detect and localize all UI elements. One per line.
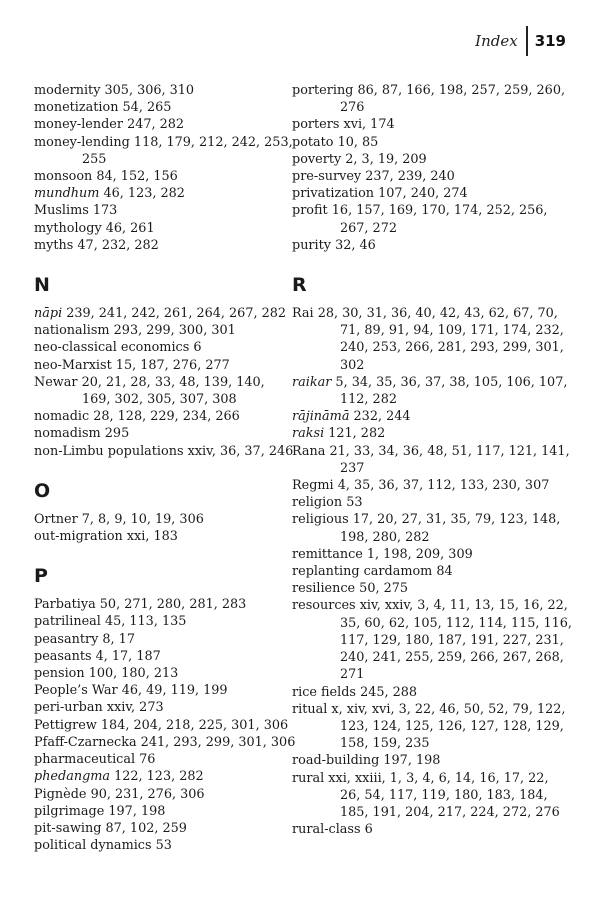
index-page-refs: 10, 85 bbox=[337, 134, 379, 150]
index-entry bbox=[292, 443, 572, 477]
index-page-refs: 16, 157, 169, 170, 174, 252, 256, 267, 272 bbox=[331, 203, 548, 236]
index-entry bbox=[34, 768, 296, 785]
index-page-refs: 197, 198 bbox=[108, 803, 166, 819]
index-page-refs: 50, 275 bbox=[359, 581, 409, 597]
running-header bbox=[475, 30, 566, 52]
index-entry bbox=[292, 408, 572, 425]
index-entry bbox=[292, 82, 572, 116]
index-term: raikar bbox=[292, 374, 332, 390]
index-term: pre-survey bbox=[292, 169, 362, 185]
index-term: Muslims bbox=[34, 203, 89, 219]
index-term: pilgrimage bbox=[34, 803, 105, 819]
index-term: portering bbox=[292, 83, 354, 98]
index-entry bbox=[34, 185, 296, 202]
index-entry bbox=[292, 237, 572, 254]
index-term: rājināmā bbox=[292, 409, 350, 425]
index-page-refs: 54, 265 bbox=[122, 100, 172, 116]
index-page-refs: 6 bbox=[193, 340, 202, 356]
index-term: profit bbox=[292, 203, 328, 219]
index-entry bbox=[34, 665, 296, 682]
index-term: road-building bbox=[292, 753, 380, 769]
index-page-refs: 90, 231, 276, 306 bbox=[90, 786, 205, 802]
index-entry bbox=[34, 116, 296, 133]
index-entry bbox=[292, 770, 572, 822]
index-entry bbox=[34, 786, 296, 803]
index-letter-heading: N bbox=[34, 274, 50, 297]
index-term: ritual bbox=[292, 701, 328, 717]
index-term: religion bbox=[292, 495, 343, 511]
index-entry bbox=[34, 220, 296, 237]
index-term: Pignède bbox=[34, 786, 87, 802]
index-entry bbox=[34, 322, 296, 339]
index-term: pit-sawing bbox=[34, 820, 102, 836]
index-term: privatization bbox=[292, 186, 375, 202]
index-page-refs: 239, 241, 242, 261, 264, 267, 282 bbox=[66, 306, 287, 322]
index-entry bbox=[34, 511, 296, 528]
index-term: money-lender bbox=[34, 117, 123, 133]
index-term: monsoon bbox=[34, 169, 93, 185]
index-letter-heading: R bbox=[292, 274, 307, 297]
spacer bbox=[34, 460, 296, 480]
index-term: rural-class bbox=[292, 822, 361, 838]
index-term: pharmaceutical bbox=[34, 752, 136, 768]
index-page-refs: xxiv, 36, 37, 246 bbox=[187, 443, 294, 459]
index-entry bbox=[292, 597, 572, 683]
index-entry bbox=[292, 151, 572, 168]
index-entry bbox=[292, 494, 572, 511]
index-term: raksi bbox=[292, 426, 325, 442]
index-page-refs: 86, 87, 166, 198, 257, 259, 260, 276 bbox=[340, 83, 566, 116]
index-entry bbox=[292, 701, 572, 753]
index-page-refs: 305, 306, 310 bbox=[104, 83, 195, 98]
section-name: Index bbox=[475, 32, 518, 50]
index-entry bbox=[292, 477, 572, 494]
page-number: 319 bbox=[534, 32, 566, 50]
index-term: People’s War bbox=[34, 683, 118, 699]
index-page-refs: 6 bbox=[364, 822, 373, 838]
index-page-refs: 232, 244 bbox=[353, 409, 411, 425]
index-page-refs: 5, 34, 35, 36, 37, 38, 105, 106, 107, 112, 282 bbox=[335, 374, 568, 408]
index-entry bbox=[34, 134, 296, 168]
index-entry bbox=[34, 613, 296, 630]
index-column-right bbox=[292, 82, 572, 838]
index-page-refs: 28, 128, 229, 234, 266 bbox=[93, 409, 240, 425]
spacer bbox=[34, 587, 296, 596]
index-page-refs: 53 bbox=[155, 838, 172, 854]
spacer bbox=[34, 502, 296, 511]
index-page-refs: 15, 187, 276, 277 bbox=[115, 357, 230, 373]
spacer bbox=[34, 545, 296, 565]
index-page-refs: 17, 20, 27, 31, 35, 79, 123, 148, 198, 280, 282 bbox=[340, 512, 561, 545]
index-page-refs: 245, 288 bbox=[360, 684, 418, 700]
index-page-refs: 45, 113, 135 bbox=[104, 614, 187, 630]
index-term: Rana bbox=[292, 443, 326, 459]
index-page-refs: 4, 17, 187 bbox=[95, 648, 161, 664]
index-entry bbox=[34, 837, 296, 854]
index-entry bbox=[292, 134, 572, 151]
index-page-refs: 122, 123, 282 bbox=[114, 769, 204, 785]
index-page-refs: 100, 180, 213 bbox=[88, 666, 179, 682]
index-page-refs: 173 bbox=[92, 203, 118, 219]
index-entry bbox=[34, 631, 296, 648]
index-entry bbox=[34, 717, 296, 734]
index-page-refs: 107, 240, 274 bbox=[378, 186, 468, 202]
index-term: peasants bbox=[34, 648, 92, 664]
index-term: potato bbox=[292, 134, 334, 150]
index-term: Pfaff-Czarnecka bbox=[34, 734, 137, 750]
index-term: mundhum bbox=[34, 186, 100, 202]
index-entry bbox=[292, 752, 572, 769]
index-page-refs: 2, 3, 19, 209 bbox=[345, 151, 427, 167]
index-page-refs: 121, 282 bbox=[328, 426, 386, 442]
index-column-left bbox=[34, 82, 296, 854]
index-page-refs: 20, 21, 28, 33, 48, 139, 140, 169, 302, 305, 307, 308 bbox=[81, 374, 265, 408]
index-term: nationalism bbox=[34, 323, 110, 339]
index-page-refs: 293, 299, 300, 301 bbox=[113, 323, 236, 339]
index-term: Rai bbox=[292, 306, 314, 322]
index-letter-heading: O bbox=[34, 479, 51, 502]
index-page-refs: 87, 102, 259 bbox=[105, 820, 187, 836]
index-term: non-Limbu populations bbox=[34, 443, 184, 459]
index-term: modernity bbox=[34, 83, 101, 98]
index-term: nāpi bbox=[34, 306, 63, 322]
index-term: rice fields bbox=[292, 684, 356, 700]
spacer bbox=[292, 254, 572, 274]
index-page-refs: xiv, xxiv, 3, 4, 11, 13, 15, 16, 22, 35, 60, 62, 105, 112, 114, 115, 116, 117, 129, 180, 187, 191, 227, 231, 240, 241, 255, 259, 266, 267, 268, 271 bbox=[340, 598, 572, 683]
index-term: purity bbox=[292, 237, 332, 253]
index-term: nomadic bbox=[34, 409, 90, 425]
index-entry bbox=[292, 202, 572, 236]
index-entry bbox=[34, 699, 296, 716]
index-page-refs: 53 bbox=[346, 495, 363, 511]
index-entry bbox=[34, 820, 296, 837]
index-page-refs: 197, 198 bbox=[383, 753, 441, 769]
index-page-refs: 247, 282 bbox=[127, 117, 185, 133]
index-term: Pettigrew bbox=[34, 717, 97, 733]
index-term: poverty bbox=[292, 151, 342, 167]
index-entry bbox=[34, 803, 296, 820]
spacer bbox=[292, 296, 572, 305]
index-page-refs: 84, 152, 156 bbox=[96, 169, 178, 185]
index-entry bbox=[34, 339, 296, 356]
index-page-refs: 7, 8, 9, 10, 19, 306 bbox=[81, 511, 204, 527]
index-entry bbox=[292, 546, 572, 563]
index-entry bbox=[34, 99, 296, 116]
index-entry bbox=[34, 443, 296, 460]
index-page-refs: 237, 239, 240 bbox=[365, 169, 455, 185]
index-term: money-lending bbox=[34, 134, 130, 150]
index-entry bbox=[34, 237, 296, 254]
index-page-refs: 32, 46 bbox=[335, 237, 376, 253]
index-term: phedangma bbox=[34, 769, 111, 785]
index-term: nomadism bbox=[34, 426, 101, 442]
index-term: Regmi bbox=[292, 478, 334, 494]
index-page-refs: x, xiv, xvi, 3, 22, 46, 50, 52, 79, 122, 123, 124, 125, 126, 127, 128, 129, 158, 159, 235 bbox=[331, 701, 566, 752]
index-page-refs: 21, 33, 34, 36, 48, 51, 117, 121, 141, 237 bbox=[329, 443, 570, 476]
index-term: porters bbox=[292, 117, 340, 133]
index-term: peri-urban bbox=[34, 700, 103, 716]
index-term: Ortner bbox=[34, 511, 78, 527]
index-page-refs: 28, 30, 31, 36, 40, 42, 43, 62, 67, 70, 71, 89, 91, 94, 109, 171, 174, 232, 240, 253, 266, 281, 293, 299, 301, 302 bbox=[317, 306, 564, 373]
index-term: myths bbox=[34, 237, 74, 253]
spacer bbox=[34, 296, 296, 305]
index-page-refs: 84 bbox=[436, 564, 453, 580]
index-term: neo-classical economics bbox=[34, 340, 190, 356]
spacer bbox=[34, 254, 296, 274]
index-entry bbox=[292, 821, 572, 838]
index-entry bbox=[34, 425, 296, 442]
index-page-refs: 4, 35, 36, 37, 112, 133, 230, 307 bbox=[337, 478, 550, 494]
index-term: resources bbox=[292, 598, 356, 614]
index-entry bbox=[292, 185, 572, 202]
index-page-refs: 46, 261 bbox=[105, 220, 155, 236]
index-page-refs: xxi, 183 bbox=[126, 529, 178, 545]
index-entry bbox=[292, 305, 572, 374]
index-page-refs: xvi, 174 bbox=[343, 117, 395, 133]
index-term: peasantry bbox=[34, 631, 99, 647]
index-entry bbox=[34, 374, 296, 408]
index-term: remittance bbox=[292, 546, 363, 562]
index-entry bbox=[34, 751, 296, 768]
index-term: neo-Marxist bbox=[34, 357, 112, 373]
index-term: replanting cardamom bbox=[292, 564, 433, 580]
index-entry bbox=[292, 563, 572, 580]
index-entry bbox=[34, 682, 296, 699]
index-page-refs: 46, 49, 119, 199 bbox=[121, 683, 228, 699]
index-entry bbox=[34, 357, 296, 374]
header-divider bbox=[526, 26, 528, 56]
index-term: resilience bbox=[292, 581, 356, 597]
index-entry bbox=[292, 684, 572, 701]
index-entry bbox=[292, 580, 572, 597]
index-entry bbox=[292, 116, 572, 133]
index-term: political dynamics bbox=[34, 838, 152, 854]
index-page-refs: 118, 179, 212, 242, 253, 255 bbox=[82, 134, 293, 167]
index-page-refs: 241, 293, 299, 301, 306 bbox=[140, 734, 296, 750]
index-term: monetization bbox=[34, 100, 119, 116]
index-entry bbox=[34, 596, 296, 613]
index-term: patrilineal bbox=[34, 614, 101, 630]
index-entry bbox=[292, 425, 572, 442]
index-term: religious bbox=[292, 512, 349, 528]
index-term: rural bbox=[292, 770, 325, 786]
index-page-refs: 295 bbox=[104, 426, 130, 442]
index-term: out-migration bbox=[34, 529, 123, 545]
index-term: pension bbox=[34, 666, 85, 682]
index-entry bbox=[34, 528, 296, 545]
index-term: Newar bbox=[34, 374, 78, 390]
index-letter-heading: P bbox=[34, 565, 48, 588]
index-entry bbox=[34, 734, 296, 751]
index-entry bbox=[34, 168, 296, 185]
index-entry bbox=[34, 202, 296, 219]
index-entry bbox=[292, 168, 572, 185]
index-page-refs: 76 bbox=[139, 752, 156, 768]
index-entry bbox=[34, 648, 296, 665]
index-page-refs: 184, 204, 218, 225, 301, 306 bbox=[100, 717, 289, 733]
index-page-refs: 46, 123, 282 bbox=[103, 186, 185, 202]
index-entry bbox=[34, 82, 296, 99]
index-term: mythology bbox=[34, 220, 102, 236]
index-page-refs: 1, 198, 209, 309 bbox=[366, 546, 473, 562]
index-entry bbox=[34, 305, 296, 322]
index-page-refs: xxiv, 273 bbox=[106, 700, 164, 716]
index-page-refs: xxi, xxiii, 1, 3, 4, 6, 14, 16, 17, 22, 26, 54, 117, 119, 180, 183, 184, 185, 191, 204, 217, 224, 272, 276 bbox=[328, 770, 560, 820]
index-page-refs: 47, 232, 282 bbox=[77, 237, 159, 253]
index-page-refs: 50, 271, 280, 281, 283 bbox=[99, 597, 247, 613]
index-page-refs: 8, 17 bbox=[102, 631, 135, 647]
index-term: Parbatiya bbox=[34, 597, 96, 613]
index-entry bbox=[34, 408, 296, 425]
index-entry bbox=[292, 511, 572, 545]
index-entry bbox=[292, 374, 572, 408]
